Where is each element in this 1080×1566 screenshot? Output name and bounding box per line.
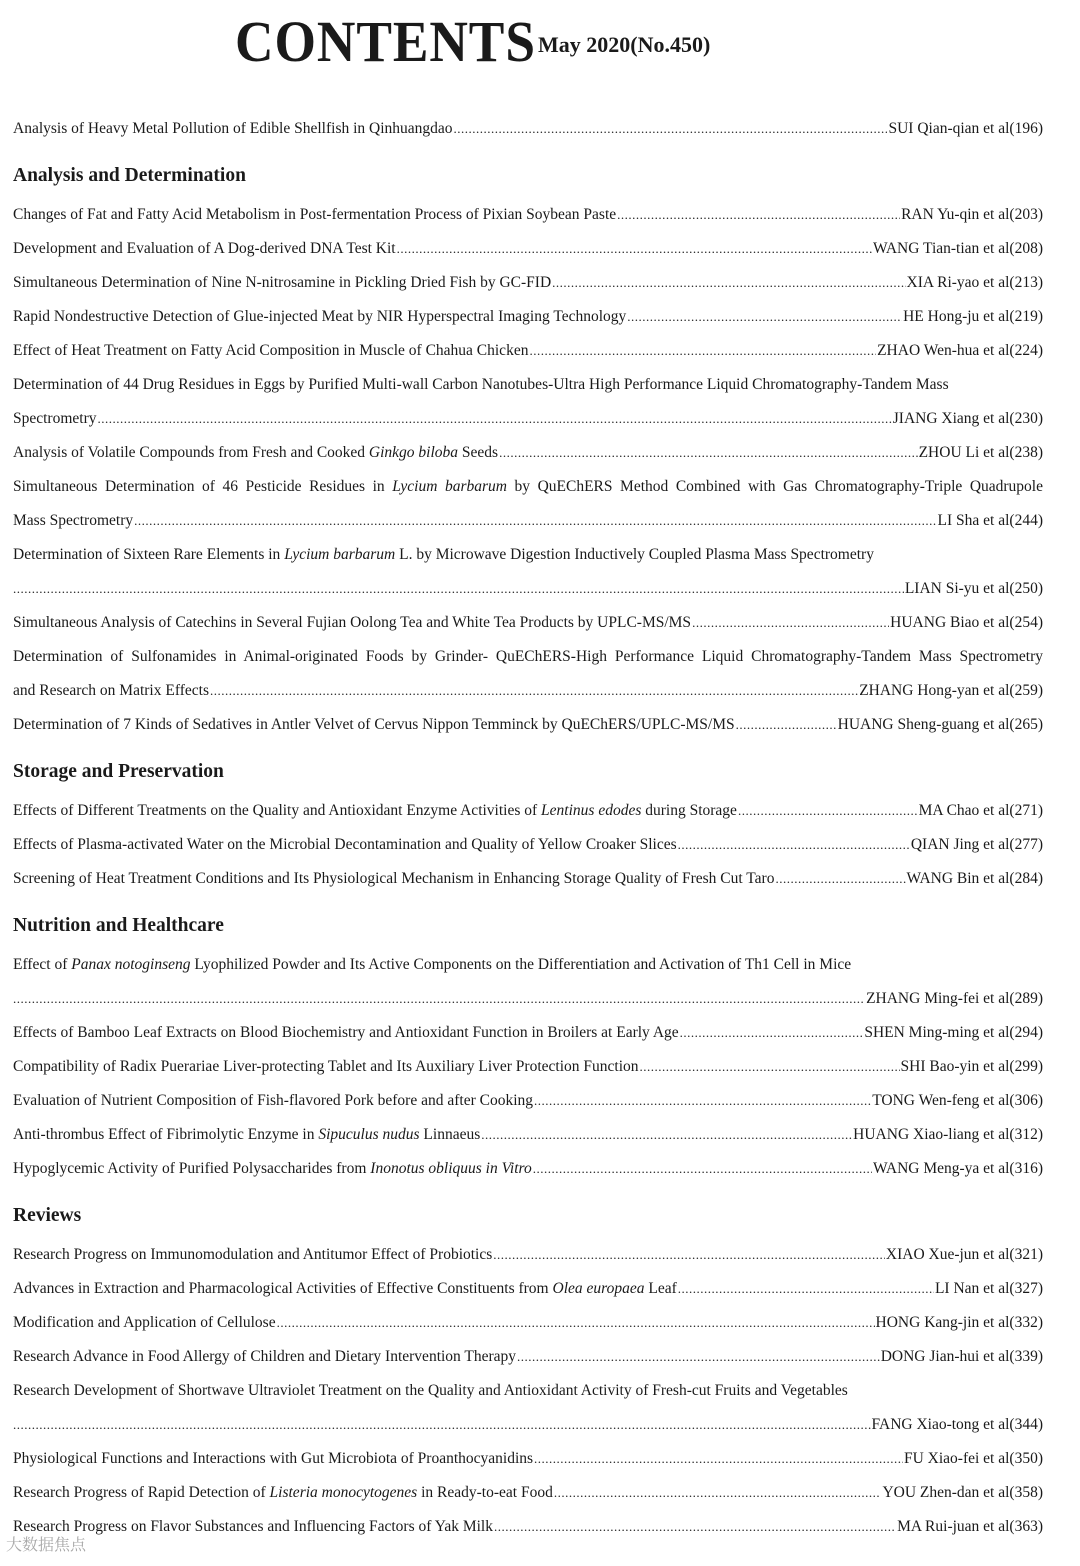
entry-author: TONG Wen-feng et al(306) [872,1092,1043,1109]
entry-author: YOU Zhen-dan et al(358) [882,1484,1043,1501]
leader-dots [98,402,892,436]
entry-title: Research Development of Shortwave Ultraviolet Treatment on the Quality and Antioxidant Activity of Fresh-cut Fruits and Vegetables [13,1382,848,1399]
entry-author: ZHANG Ming-fei et al(289) [866,990,1043,1007]
section-heading: Analysis and Determination [13,165,246,186]
entry-title: Simultaneous Analysis of Catechins in Several Fujian Oolong Tea and White Tea Products by UPLC-MS/MS [13,614,692,631]
entry-author: LIAN Si-yu et al(250) [904,580,1043,597]
leader-dots [534,1084,871,1118]
leader-dots [738,794,918,828]
entry-title: Effect of Heat Treatment on Fatty Acid Composition in Muscle of Chahua Chicken [13,342,529,359]
entry-title-cont: Mass Spectrometry [13,512,134,529]
entry-title: Physiological Functions and Interactions with Gut Microbiota of Proanthocyanidins [13,1450,534,1467]
entry-title: Research Progress on Immunomodulation and Antitumor Effect of Probiotics [13,1246,493,1263]
entry-author: FU Xiao-fei et al(350) [903,1450,1043,1467]
species-name: Lycium barbarum [392,478,507,495]
issue-label: May 2020(No.450) [538,32,711,57]
leader-dots [692,606,889,640]
toc-entry[interactable] [13,828,1043,862]
entry-title: Changes of Fat and Fatty Acid Metabolism in Post-fermentation Process of Pixian Soybean Paste [13,206,617,223]
species-name: Lycium barbarum [284,546,396,563]
entry-author: SUI Qian-qian et al(196) [888,120,1043,137]
leader-dots [533,1152,872,1186]
leader-dots [678,1272,934,1306]
entry-title-cont: Spectrometry [13,410,97,427]
toc-entry[interactable] [13,1272,1043,1306]
leader-dots [493,1238,885,1272]
entry-title: Effects of Plasma-activated Water on the Microbial Decontamination and Quality of Yellow Croaker Slices [13,836,677,853]
entry-title: Rapid Nondestructive Detection of Glue-injected Meat by NIR Hyperspectral Imaging Technology [13,308,627,325]
entry-title: Determination of Sulfonamides in Animal-originated Foods by Grinder- QuEChERS-High Performance Liquid Chromatography-Tandem Mass Spectrometry [13,648,1043,665]
toc-entry-line1[interactable] [13,538,1043,572]
entry-title: Determination of 44 Drug Residues in Eggs by Purified Multi-wall Carbon Nanotubes-Ultra High Performance Liquid Chromatography-Tandem Mass [13,376,949,393]
section-heading: Nutrition and Healthcare [13,915,224,936]
toc-entry-line1[interactable] [13,1374,1043,1408]
toc-entry[interactable] [13,1306,1043,1340]
entry-author: XIAO Xue-jun et al(321) [885,1246,1043,1263]
entry-title: Screening of Heat Treatment Conditions and Its Physiological Mechanism in Enhancing Storage Quality of Fresh Cut Taro [13,870,775,887]
entry-title: Analysis of Volatile Compounds from Fresh and Cooked Ginkgo biloba Seeds [13,444,499,461]
toc-entry-line2[interactable] [13,504,1043,538]
entry-title: Simultaneous Determination of Nine N-nitrosamine in Pickling Dried Fish by GC-FID [13,274,552,291]
entry-author: ZHANG Hong-yan et al(259) [859,682,1043,699]
toc-entry-line1[interactable] [13,470,1043,504]
entry-author: ZHAO Wen-hua et al(224) [877,342,1043,359]
species-name: Olea europaea [552,1280,645,1297]
toc-entry[interactable] [13,1118,1043,1152]
entry-author: XIA Ri-yao et al(213) [906,274,1043,291]
toc-entry[interactable] [13,1016,1043,1050]
species-name: Panax notoginseng [71,956,191,973]
toc-entry[interactable] [13,436,1043,470]
entry-author: HONG Kang-jin et al(332) [875,1314,1043,1331]
entry-author: SHI Bao-yin et al(299) [900,1058,1043,1075]
toc-entry[interactable] [13,1442,1043,1476]
toc-entry[interactable] [13,1084,1043,1118]
toc-entry-line2[interactable] [13,1408,1043,1442]
toc-entry-line2[interactable] [13,674,1043,708]
entry-title: Research Advance in Food Allergy of Children and Dietary Intervention Therapy [13,1348,517,1365]
leader-dots [554,1476,882,1510]
leader-dots [277,1306,875,1340]
toc-entry[interactable] [13,794,1043,828]
entry-author: DONG Jian-hui et al(339) [880,1348,1043,1365]
entry-title: Compatibility of Radix Puerariae Liver-protecting Tablet and Its Auxiliary Liver Protection Function [13,1058,639,1075]
leader-dots [397,232,872,266]
toc-entry-line1[interactable] [13,948,1043,982]
species-name: Sipuculus nudus [318,1126,420,1143]
species-name: Lentinus edodes [541,802,642,819]
watermark-label: 大数据焦点 [6,1535,87,1554]
leader-dots [210,674,858,708]
leader-dots [454,112,888,146]
leader-dots [680,1016,864,1050]
entry-author: MA Rui-juan et al(363) [897,1518,1043,1535]
entry-author: WANG Meng-ya et al(316) [872,1160,1043,1177]
entry-title: Development and Evaluation of A Dog-derived DNA Test Kit [13,240,396,257]
toc-entry[interactable] [13,1510,1043,1544]
leader-dots [494,1510,896,1544]
toc-entry-line1[interactable] [13,640,1043,674]
toc-entry[interactable] [13,1476,1043,1510]
species-name: Listeria monocytogenes [269,1484,418,1501]
entry-title: Effects of Different Treatments on the Quality and Antioxidant Enzyme Activities of Lentinus edodes during Storage [13,802,737,819]
section-heading: Reviews [13,1205,82,1226]
leader-dots [481,1118,852,1152]
leader-dots [640,1050,900,1084]
entry-title: Determination of 7 Kinds of Sedatives in Antler Velvet of Cervus Nippon Temminck by QuEChERS/UPLC-MS/MS [13,716,735,733]
table-of-contents [13,112,1043,1544]
toc-entry[interactable] [13,1340,1043,1374]
entry-title: Research Progress on Flavor Substances and Influencing Factors of Yak Milk [13,1518,493,1535]
toc-entry-line2[interactable] [13,402,1043,436]
entry-title: Effects of Bamboo Leaf Extracts on Blood Biochemistry and Antioxidant Function in Broilers at Early Age [13,1024,679,1041]
toc-entry[interactable] [13,606,1043,640]
entry-author: LI Sha et al(244) [937,512,1043,529]
entry-author: FANG Xiao-tong et al(344) [871,1416,1043,1433]
leader-dots [736,708,837,742]
entry-author: HUANG Xiao-liang et al(312) [853,1126,1043,1143]
toc-entry-line1[interactable] [13,368,1043,402]
species-name: Inonotus obliquus in Vitro [370,1160,532,1177]
page-header [0,8,1080,78]
leader-dots [552,266,905,300]
entry-author: RAN Yu-qin et al(203) [901,206,1043,223]
leader-dots [627,300,902,334]
entry-author: LI Nan et al(327) [934,1280,1043,1297]
entry-title: Anti-thrombus Effect of Fibrimolytic Enzyme in Sipuculus nudus Linnaeus [13,1126,481,1143]
leader-dots [617,198,900,232]
entry-title: Research Progress of Rapid Detection of Listeria monocytogenes in Ready-to-eat Food [13,1484,553,1501]
page-title: CONTENTS [235,9,536,74]
toc-entry[interactable] [13,1050,1043,1084]
leader-dots [775,862,905,896]
leader-dots [499,436,918,470]
toc-entry[interactable] [13,266,1043,300]
entry-title: Modification and Application of Cellulose [13,1314,276,1331]
leader-dots [534,1442,903,1476]
entry-title: Simultaneous Determination of 46 Pesticide Residues in Lycium barbarum by QuEChERS Method Combined with Gas Chromatography-Triple Quadrupole [13,478,1043,495]
toc-entry[interactable] [13,1238,1043,1272]
entry-author: JIANG Xiang et al(230) [892,410,1043,427]
toc-entry[interactable] [13,1152,1043,1186]
entry-title: Determination of Sixteen Rare Elements in Lycium barbarum L. by Microwave Digestion Inductively Coupled Plasma Mass Spectrometry [13,546,874,563]
leader-dots [517,1340,880,1374]
entry-author: WANG Bin et al(284) [906,870,1043,887]
leader-dots [13,572,904,606]
entry-title: Effect of Panax notoginseng Lyophilized Powder and Its Active Components on the Differentiation and Activation of Th1 Cell in Mice [13,956,852,973]
toc-entry-line2[interactable] [13,982,1043,1016]
entry-title: Hypoglycemic Activity of Purified Polysaccharides from Inonotus obliquus in Vitro [13,1160,532,1177]
toc-entry[interactable] [13,198,1043,232]
leader-dots [134,504,936,538]
entry-title: Evaluation of Nutrient Composition of Fish-flavored Pork before and after Cooking [13,1092,534,1109]
entry-author: HUANG Sheng-guang et al(265) [837,716,1043,733]
toc-entry[interactable] [13,334,1043,368]
entry-title: Analysis of Heavy Metal Pollution of Edible Shellfish in Qinhuangdao [13,120,453,137]
entry-author: HE Hong-ju et al(219) [903,308,1043,325]
species-name: Ginkgo biloba [368,444,459,461]
entry-author: HUANG Biao et al(254) [890,614,1043,631]
toc-entry[interactable] [13,862,1043,896]
leader-dots [529,334,876,368]
toc-entry[interactable] [13,300,1043,334]
toc-entry-line2[interactable] [13,572,1043,606]
entry-title-cont: and Research on Matrix Effects [13,682,209,699]
entry-author: SHEN Ming-ming et al(294) [864,1024,1043,1041]
leader-dots [678,828,910,862]
toc-entry[interactable] [13,708,1043,742]
entry-author: QIAN Jing et al(277) [910,836,1043,853]
entry-author: WANG Tian-tian et al(208) [872,240,1043,257]
entry-title: Advances in Extraction and Pharmacological Activities of Effective Constituents from Olea europaea Leaf [13,1280,677,1297]
leader-dots [13,1408,871,1442]
entry-author: ZHOU Li et al(238) [918,444,1043,461]
toc-entry[interactable] [13,112,1043,146]
section-heading: Storage and Preservation [13,761,224,782]
leader-dots [13,982,865,1016]
toc-entry[interactable] [13,232,1043,266]
entry-author: MA Chao et al(271) [918,802,1043,819]
